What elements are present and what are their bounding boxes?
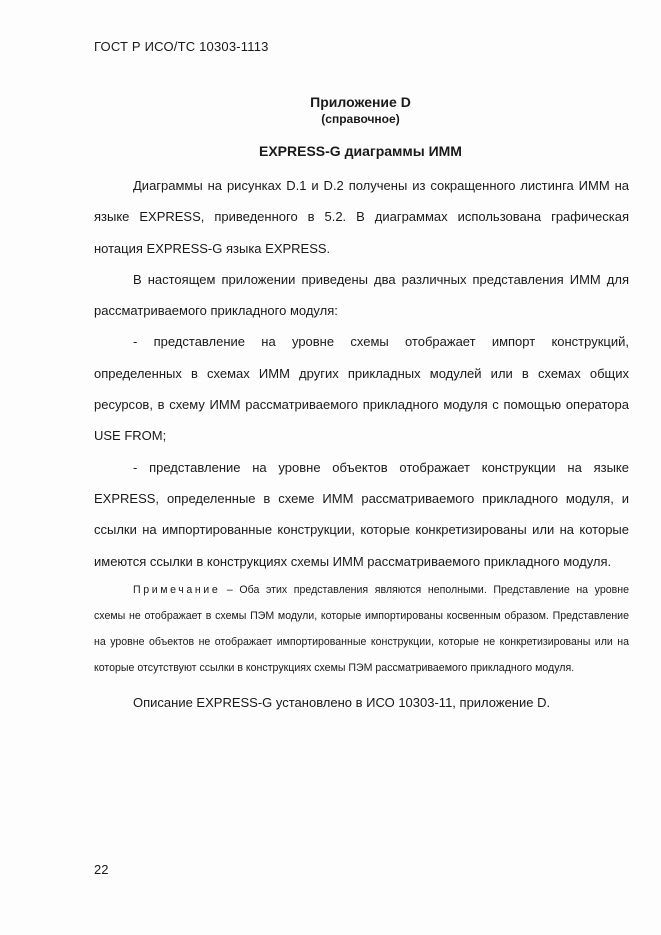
closing-paragraph: Описание EXPRESS-G установлено в ИСО 10303-11, приложение D. [133, 694, 551, 710]
appendix-title: Приложение D [310, 94, 411, 110]
body-text [94, 170, 629, 718]
note-dash: – [226, 583, 233, 596]
note-label: Примечание [133, 583, 221, 596]
paragraph: В настоящем приложении приведены два различных представления ИММ для рассматриваемого прикладного модуля: [94, 271, 629, 319]
note [94, 577, 629, 681]
paragraph: Диаграммы на рисунках D.1 и D.2 получены из сокращенного листинга ИММ на языке EXPRESS, приведенного в 5.2. В диаграммах использована графическая нотация EXPRESS-G языка EXPRESS. [94, 178, 629, 256]
list-item: - представление на уровне схемы отображает импорт конструкций, определенных в схемах ИММ других прикладных модулей или в схемах общих ресурсов, в схему ИММ рассматриваемого прикладного модуля с помощью оператора USE FROM; [94, 334, 629, 444]
note-text: Оба этих представления являются неполными. Представление на уровне схемы не отображает в схемы ПЭМ модули, которые импортированы косвенным образом. Представление на уровне объектов не отображает импортированные конструкции, которые не конкретизированы или на которые отсутствуют ссылки в конструкциях схемы ПЭМ рассматриваемого прикладного модуля. [94, 583, 629, 674]
section-title: EXPRESS-G диаграммы ИММ [259, 143, 462, 159]
appendix-subtitle: (справочное) [321, 112, 400, 126]
document-code: ГОСТ Р ИСО/ТС 10303-1113 [94, 39, 269, 54]
page-number: 22 [94, 862, 109, 877]
list-item: - представление на уровне объектов отображает конструкции на языке EXPRESS, определенные в схеме ИММ рассматриваемого прикладного модуля, и ссылки на импортированные конструкции, которые конкретизированы или на которые имеются ссылки в конструкциях схемы ИММ рассматриваемого прикладного модуля. [94, 459, 629, 569]
